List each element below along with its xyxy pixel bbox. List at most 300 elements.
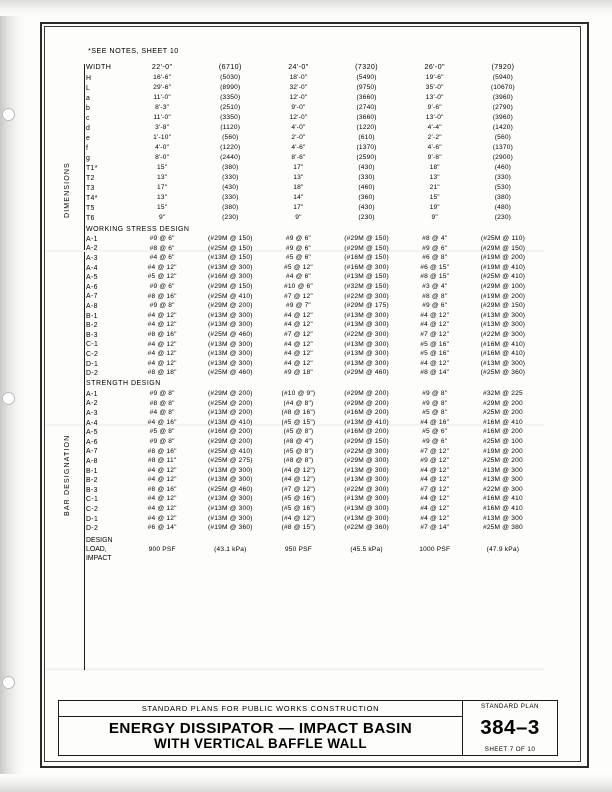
col2-metric: (#22M @ 300) — [344, 330, 389, 338]
col3-imperial: #7 @ 14" — [420, 524, 450, 532]
col2-metric: (#29M @ 200) — [344, 399, 389, 407]
row-label: A-2 — [86, 245, 98, 253]
col2-imperial: #4 @ 12" — [283, 340, 313, 348]
row-label: A-6 — [86, 283, 98, 291]
col3-metric: (330) — [494, 174, 512, 182]
row-label: T6 — [86, 215, 95, 223]
col2-imperial: (#4 @ 12") — [281, 466, 316, 474]
col3-metric: #22M @ 300 — [482, 485, 523, 493]
row-label: A-7 — [86, 293, 98, 301]
row-label: A-6 — [86, 438, 98, 446]
table-row — [86, 283, 541, 293]
table-row — [86, 114, 541, 124]
design-load-col2-metric: (45.5 kPa) — [350, 546, 383, 554]
row-label: L — [86, 85, 91, 93]
col3-imperial: #4 @ 12" — [420, 495, 450, 503]
working-stress-spacer-1 — [268, 224, 404, 235]
col1-metric: (#13M @ 300) — [207, 505, 253, 513]
col3-imperial: #8 @ 4" — [422, 235, 448, 243]
hole-punch-bottom — [2, 676, 15, 689]
row-label: A-1 — [86, 235, 98, 243]
col3-imperial: #4 @ 12" — [420, 321, 450, 329]
col2-metric: (#22M @ 300) — [344, 447, 389, 455]
col2-imperial: #9 @ 7" — [285, 302, 311, 310]
dimensions-section — [86, 74, 541, 224]
col3-imperial: 19" — [429, 204, 440, 212]
header-col1-imperial: 22'-0" — [151, 63, 173, 72]
col1-imperial: 13" — [157, 194, 168, 202]
col3-metric: (1370) — [492, 144, 514, 152]
row-label: d — [86, 125, 91, 133]
col1-imperial: #5 @ 12" — [147, 273, 177, 281]
col2-imperial: #4 @ 12" — [283, 311, 313, 319]
col1-metric: (430) — [222, 184, 239, 192]
table-row — [86, 124, 541, 134]
col3-metric: (#16M @ 410) — [480, 340, 526, 348]
header-col3-imperial: 26'-0" — [424, 63, 445, 72]
col3-metric: (1420) — [492, 124, 514, 132]
row-label: A-5 — [86, 274, 98, 282]
col1-imperial: #4 @ 8" — [149, 409, 175, 417]
col1-metric: (380) — [222, 204, 239, 212]
table-row — [86, 174, 541, 184]
table-row — [86, 292, 541, 302]
col2-metric: (5490) — [356, 74, 377, 82]
col3-imperial: #9 @ 6" — [422, 302, 448, 310]
col2-metric: (#22M @ 300) — [344, 292, 389, 300]
col1-imperial: #9 @ 8" — [149, 302, 175, 310]
col2-metric: (2740) — [356, 104, 377, 112]
row-label: D-2 — [86, 370, 99, 378]
col1-imperial: #8 @ 16" — [147, 292, 177, 300]
col2-imperial: #7 @ 12" — [283, 292, 313, 300]
col1-metric: (#13M @ 300) — [207, 359, 253, 367]
col3-imperial: #9 @ 6" — [422, 244, 448, 252]
table-row — [86, 321, 541, 331]
strength-spacer-1 — [268, 379, 404, 390]
col2-metric: (#16M @ 200) — [344, 428, 389, 436]
col1-imperial: #4 @ 12" — [147, 359, 177, 367]
col2-metric: (#13M @ 300) — [344, 321, 389, 329]
col2-metric: (2590) — [356, 154, 377, 162]
header-col2-metric: (7320) — [355, 63, 379, 72]
col1-imperial: 15" — [157, 204, 168, 212]
col3-metric: (#29M @ 150) — [480, 244, 526, 252]
col1-metric: (2440) — [220, 154, 241, 162]
col2-metric: (#13M @ 410) — [344, 418, 389, 426]
design-load-section — [86, 533, 541, 567]
row-label: c — [86, 115, 90, 123]
col2-metric: (#29M @ 175) — [344, 302, 389, 310]
row-label: A-4 — [86, 264, 98, 272]
col1-metric: (#29M @ 150) — [207, 283, 253, 290]
strength-section-title-row — [86, 379, 541, 390]
col3-metric: (3960) — [492, 114, 514, 122]
col2-imperial: 13" — [293, 174, 304, 182]
col1-metric: (#13M @ 300) — [207, 514, 253, 522]
design-load-label-line1: DESIGN — [86, 537, 113, 545]
caption-divider-bar — [84, 252, 85, 670]
row-label: A-4 — [86, 419, 98, 427]
col2-metric: (#13M @ 300) — [344, 476, 389, 484]
col2-metric: (#13M @ 300) — [344, 350, 389, 358]
col2-metric: (#29M @ 150) — [344, 437, 389, 445]
col2-metric: (610) — [358, 134, 375, 142]
table-row — [86, 154, 541, 164]
col3-metric: (460) — [494, 164, 512, 172]
col2-imperial: (#5 @ 16") — [281, 505, 316, 513]
col2-imperial: 18" — [293, 184, 304, 192]
col3-metric: (#19M @ 200) — [480, 254, 526, 262]
working-stress-title: WORKING STRESS DESIGN — [86, 225, 190, 233]
col1-imperial: #4 @ 12" — [147, 350, 177, 358]
title-block-left — [59, 701, 463, 755]
table-row — [86, 244, 541, 254]
col1-imperial: 3'-8" — [155, 124, 170, 132]
table-row — [86, 514, 541, 524]
col3-metric: (560) — [494, 134, 512, 142]
col1-metric: (380) — [222, 164, 239, 172]
col1-metric: (#29M @ 150) — [207, 235, 253, 243]
col3-imperial: 15" — [429, 194, 440, 202]
col2-imperial: 8'-6" — [291, 154, 306, 162]
col1-metric: (#13M @ 300) — [207, 263, 253, 271]
table-row — [86, 495, 541, 505]
col3-metric: (2790) — [492, 104, 514, 112]
col3-imperial: 13'-0" — [425, 94, 444, 102]
col1-metric: (#13M @ 300) — [207, 466, 253, 474]
col3-imperial: #6 @ 15" — [420, 263, 450, 271]
col1-metric: (#25M @ 460) — [207, 330, 253, 338]
col1-metric: (#13M @ 150) — [207, 254, 253, 262]
col2-imperial: 9" — [295, 214, 302, 222]
reinforcement-schedule-table — [86, 62, 541, 567]
col3-metric: #25M @ 100 — [482, 437, 523, 445]
table-row — [86, 94, 541, 104]
col2-metric: (#13M @ 300) — [344, 311, 389, 319]
col3-metric: #25M @ 380 — [482, 524, 523, 532]
table-row — [86, 505, 541, 515]
col3-imperial: #4 @ 12" — [420, 514, 450, 522]
title-block — [58, 700, 558, 756]
col2-imperial: (#4 @ 12") — [281, 476, 316, 484]
row-label: A-2 — [86, 400, 98, 408]
working-stress-spacer-2 — [405, 224, 541, 235]
scan-edge-bottom — [0, 774, 612, 792]
col1-imperial: #4 @ 12" — [147, 340, 177, 348]
col1-imperial: #8 @ 11" — [147, 457, 177, 465]
col2-metric: (#29M @ 150) — [344, 244, 389, 252]
design-load-label-line2: LOAD, — [86, 546, 107, 554]
table-header-group — [86, 62, 541, 74]
col1-imperial: #4 @ 6" — [149, 254, 175, 262]
title-block-right — [463, 701, 557, 755]
col2-imperial: #9 @ 6" — [285, 244, 311, 252]
col1-metric: (1120) — [220, 124, 241, 132]
hole-punch-middle — [2, 392, 15, 405]
col3-metric: (#22M @ 300) — [480, 330, 526, 338]
table-row — [86, 194, 541, 204]
table-row — [86, 311, 541, 321]
col3-imperial: 9'-6" — [427, 104, 442, 112]
col2-imperial: (#5 @ 16") — [281, 495, 316, 503]
col1-metric: (#25M @ 150) — [207, 244, 253, 252]
col1-metric: (#13M @ 200) — [207, 409, 253, 417]
col2-imperial: 4'-0" — [291, 124, 306, 132]
table-row — [86, 204, 541, 214]
col3-metric: (#25M @ 410) — [480, 273, 526, 281]
col2-imperial: #9 @ 18" — [283, 369, 313, 377]
col2-imperial: #7 @ 12" — [283, 330, 313, 338]
col2-imperial: 17" — [293, 164, 304, 172]
table-row — [86, 104, 541, 114]
col2-imperial: #4 @ 6" — [285, 273, 311, 281]
col2-metric: (#16M @ 300) — [344, 263, 389, 271]
row-label: B-2 — [86, 322, 98, 330]
col3-metric: (#13M @ 300) — [480, 359, 526, 367]
col3-imperial: #4 @ 16" — [420, 418, 450, 426]
design-load-label — [86, 533, 132, 567]
col2-imperial: (#4 @ 12") — [281, 514, 316, 522]
col2-metric: (#13M @ 150) — [344, 273, 389, 281]
table-row — [86, 457, 541, 467]
table-row — [86, 399, 541, 409]
table-row — [86, 74, 541, 84]
col2-imperial: (#8 @ 4") — [283, 437, 314, 445]
col1-imperial: 8'-3" — [155, 104, 170, 112]
col2-metric: (3660) — [356, 114, 377, 122]
table-row — [86, 134, 541, 144]
col3-imperial: #5 @ 16" — [420, 350, 450, 358]
col3-metric: #16M @ 410 — [482, 418, 523, 426]
col2-metric: (#13M @ 300) — [344, 466, 389, 474]
row-label: A-5 — [86, 429, 98, 437]
col3-metric: (#13M @ 300) — [480, 321, 526, 329]
col1-metric: (#25M @ 275) — [207, 457, 253, 465]
table-row — [86, 350, 541, 360]
col3-metric: (#29M @ 100) — [480, 283, 526, 290]
col1-metric: (#16M @ 300) — [207, 273, 253, 281]
col2-metric: (#32M @ 150) — [344, 283, 389, 290]
col3-imperial: #8 @ 8" — [422, 292, 448, 300]
col1-imperial: #4 @ 12" — [147, 466, 177, 474]
row-label: A-7 — [86, 448, 98, 456]
col2-imperial: 18'-0" — [289, 74, 308, 82]
col1-imperial: 11'-0" — [153, 114, 171, 122]
table-row — [86, 331, 541, 341]
col3-imperial: #4 @ 12" — [420, 476, 450, 484]
col3-metric: #29M @ 200 — [482, 399, 523, 407]
col3-metric: #13M @ 300 — [482, 466, 523, 474]
col3-imperial: 18" — [429, 164, 440, 172]
working-stress-section-title-row — [86, 224, 541, 235]
design-load-col1-metric: (43.1 kPa) — [214, 546, 247, 554]
col2-metric: (360) — [358, 194, 375, 202]
col3-metric: #13M @ 300 — [482, 514, 523, 522]
col1-metric: (560) — [222, 134, 239, 142]
table-row — [86, 428, 541, 438]
col1-imperial: #9 @ 6" — [149, 283, 175, 290]
col1-imperial: #8 @ 18" — [147, 369, 177, 377]
col2-metric: (3660) — [356, 94, 377, 102]
strength-title: STRENGTH DESIGN — [86, 380, 161, 388]
col3-metric: #13M @ 300 — [482, 476, 523, 484]
row-label: C-1 — [86, 496, 99, 504]
col2-imperial: (#7 @ 12") — [281, 485, 316, 493]
col1-metric: (#16M @ 200) — [207, 428, 253, 436]
row-label: A-3 — [86, 255, 98, 263]
design-load-col3-imperial: 1000 PSF — [419, 546, 451, 554]
col1-imperial: #4 @ 12" — [147, 311, 177, 319]
table-row — [86, 485, 541, 495]
col1-imperial: #4 @ 12" — [147, 495, 177, 503]
col3-metric: (#19M @ 410) — [480, 263, 526, 271]
col1-metric: (#29M @ 200) — [207, 437, 253, 445]
header-width-label: WIDTH — [86, 63, 112, 72]
table-row — [86, 418, 541, 428]
col3-imperial: #8 @ 15" — [420, 273, 450, 281]
col1-imperial: #9 @ 6" — [149, 235, 175, 243]
col2-metric: (#16M @ 200) — [344, 409, 389, 417]
row-label: C-1 — [86, 341, 99, 349]
col2-metric: (1370) — [356, 144, 377, 152]
section-caption-dimensions: DIMENSIONS — [64, 162, 71, 218]
col2-metric: (330) — [358, 174, 375, 182]
col1-imperial: #8 @ 8" — [149, 399, 175, 407]
header-col3-metric: (7920) — [491, 63, 515, 72]
col1-metric: (#25M @ 200) — [207, 399, 253, 407]
col1-imperial: 16'-6" — [153, 74, 172, 82]
table-row — [86, 524, 541, 534]
col1-imperial: 11'-0" — [153, 94, 171, 102]
table-row — [86, 164, 541, 174]
col2-imperial: (#5 @ 8") — [283, 447, 314, 455]
row-label: C-2 — [86, 505, 99, 513]
col3-imperial: #4 @ 12" — [420, 466, 450, 474]
sheet-number-label: SHEET 7 OF 10 — [484, 746, 536, 753]
table-header-row — [86, 62, 541, 74]
col3-imperial: #5 @ 8" — [422, 409, 448, 417]
table-row — [86, 235, 541, 245]
table-row — [86, 369, 541, 379]
working-stress-header-group — [86, 224, 541, 235]
strength-spacer-2 — [405, 379, 541, 390]
col2-imperial: (#5 @ 15") — [281, 418, 316, 426]
col1-imperial: #5 @ 8" — [149, 428, 175, 436]
col2-imperial: 12'-0" — [289, 94, 308, 102]
table-row — [86, 263, 541, 273]
table-row — [86, 447, 541, 457]
col2-metric: (430) — [358, 204, 375, 212]
row-label: T5 — [86, 205, 95, 213]
col3-imperial: #7 @ 12" — [420, 330, 450, 338]
row-label: H — [86, 75, 92, 83]
header-col1-metric: (6710) — [218, 63, 242, 72]
col2-imperial: 17" — [293, 204, 304, 212]
col1-metric: (#19M @ 360) — [207, 524, 253, 532]
row-label: g — [86, 155, 91, 163]
col1-imperial: #8 @ 6" — [149, 244, 175, 252]
row-label: T3 — [86, 185, 95, 193]
col3-imperial: #7 @ 12" — [420, 447, 450, 455]
table-row — [86, 340, 541, 350]
col2-metric: (#13M @ 300) — [344, 514, 389, 522]
col3-metric: #16M @ 410 — [482, 495, 523, 503]
table-row — [86, 184, 541, 194]
col2-imperial: (#4 @ 8") — [283, 399, 314, 407]
hole-punch-top — [2, 108, 15, 121]
col1-metric: (#25M @ 460) — [207, 369, 253, 377]
col1-imperial: #8 @ 16" — [147, 330, 177, 338]
caption-divider-dimensions — [84, 64, 85, 250]
col2-metric: (#22M @ 300) — [344, 485, 389, 493]
col3-imperial: #3 @ 4" — [422, 283, 448, 290]
col2-imperial: (#8 @ 15") — [281, 524, 316, 532]
col1-metric: (8990) — [220, 84, 241, 92]
col3-imperial: #9 @ 8" — [422, 389, 448, 397]
col1-metric: (330) — [222, 174, 239, 182]
col2-metric: (#29M @ 460) — [344, 369, 389, 377]
col1-imperial: #4 @ 12" — [147, 476, 177, 484]
col3-metric: #16M @ 410 — [482, 505, 523, 513]
col2-imperial: (#10 @ 9") — [281, 389, 316, 397]
col3-metric: (#25M @ 360) — [480, 369, 526, 377]
col1-metric: (#25M @ 410) — [207, 447, 253, 455]
col2-metric: (#13M @ 300) — [344, 340, 389, 348]
plan-number: 384–3 — [480, 716, 540, 739]
col2-metric: (#13M @ 300) — [344, 495, 389, 503]
table-row — [86, 273, 541, 283]
col1-imperial: 9" — [158, 214, 166, 222]
col3-imperial: 13'-0" — [425, 114, 444, 122]
col1-imperial: 1'-10" — [153, 134, 172, 142]
col1-metric: (#13M @ 300) — [207, 495, 253, 503]
sheet-title-line2: WITH VERTICAL BAFFLE WALL — [154, 735, 367, 751]
table-row — [86, 254, 541, 264]
col2-imperial: #5 @ 6" — [285, 254, 311, 262]
col1-imperial: 4'-0" — [155, 144, 170, 152]
col3-metric: (#29M @ 150) — [480, 302, 526, 310]
col2-imperial: #4 @ 12" — [283, 321, 313, 329]
col3-metric: (2900) — [492, 154, 514, 162]
col2-metric: (#29M @ 200) — [344, 389, 389, 397]
col2-imperial: #4 @ 12" — [283, 350, 313, 358]
col1-metric: (#13M @ 300) — [207, 476, 253, 484]
col2-metric: (1220) — [356, 124, 377, 132]
col3-metric: #19M @ 200 — [482, 447, 523, 455]
row-label: T1* — [86, 165, 98, 173]
design-load-label-line3: IMPACT — [86, 554, 112, 562]
col3-imperial: 13" — [429, 174, 440, 182]
row-label: A-3 — [86, 409, 98, 417]
table-row — [86, 476, 541, 486]
col2-imperial: (#8 @ 16") — [281, 409, 316, 417]
col3-metric: (#16M @ 410) — [480, 350, 526, 358]
col1-imperial: #6 @ 14" — [147, 524, 177, 532]
col1-metric: (#13M @ 300) — [207, 311, 253, 319]
col3-imperial: 9" — [431, 214, 438, 222]
row-label: a — [86, 95, 91, 103]
col3-metric: #25M @ 200 — [482, 457, 523, 465]
col1-metric: (#13M @ 300) — [207, 321, 253, 329]
col1-imperial: #4 @ 16" — [147, 418, 177, 426]
col2-metric: (#13M @ 300) — [344, 505, 389, 513]
col3-imperial: 19'-6" — [425, 74, 444, 82]
col3-imperial: #5 @ 16" — [420, 340, 450, 348]
agency-line: STANDARD PLANS FOR PUBLIC WORKS CONSTRUCTION — [59, 701, 462, 717]
col2-imperial: #10 @ 6" — [283, 283, 313, 290]
col1-imperial: #9 @ 8" — [149, 437, 175, 445]
